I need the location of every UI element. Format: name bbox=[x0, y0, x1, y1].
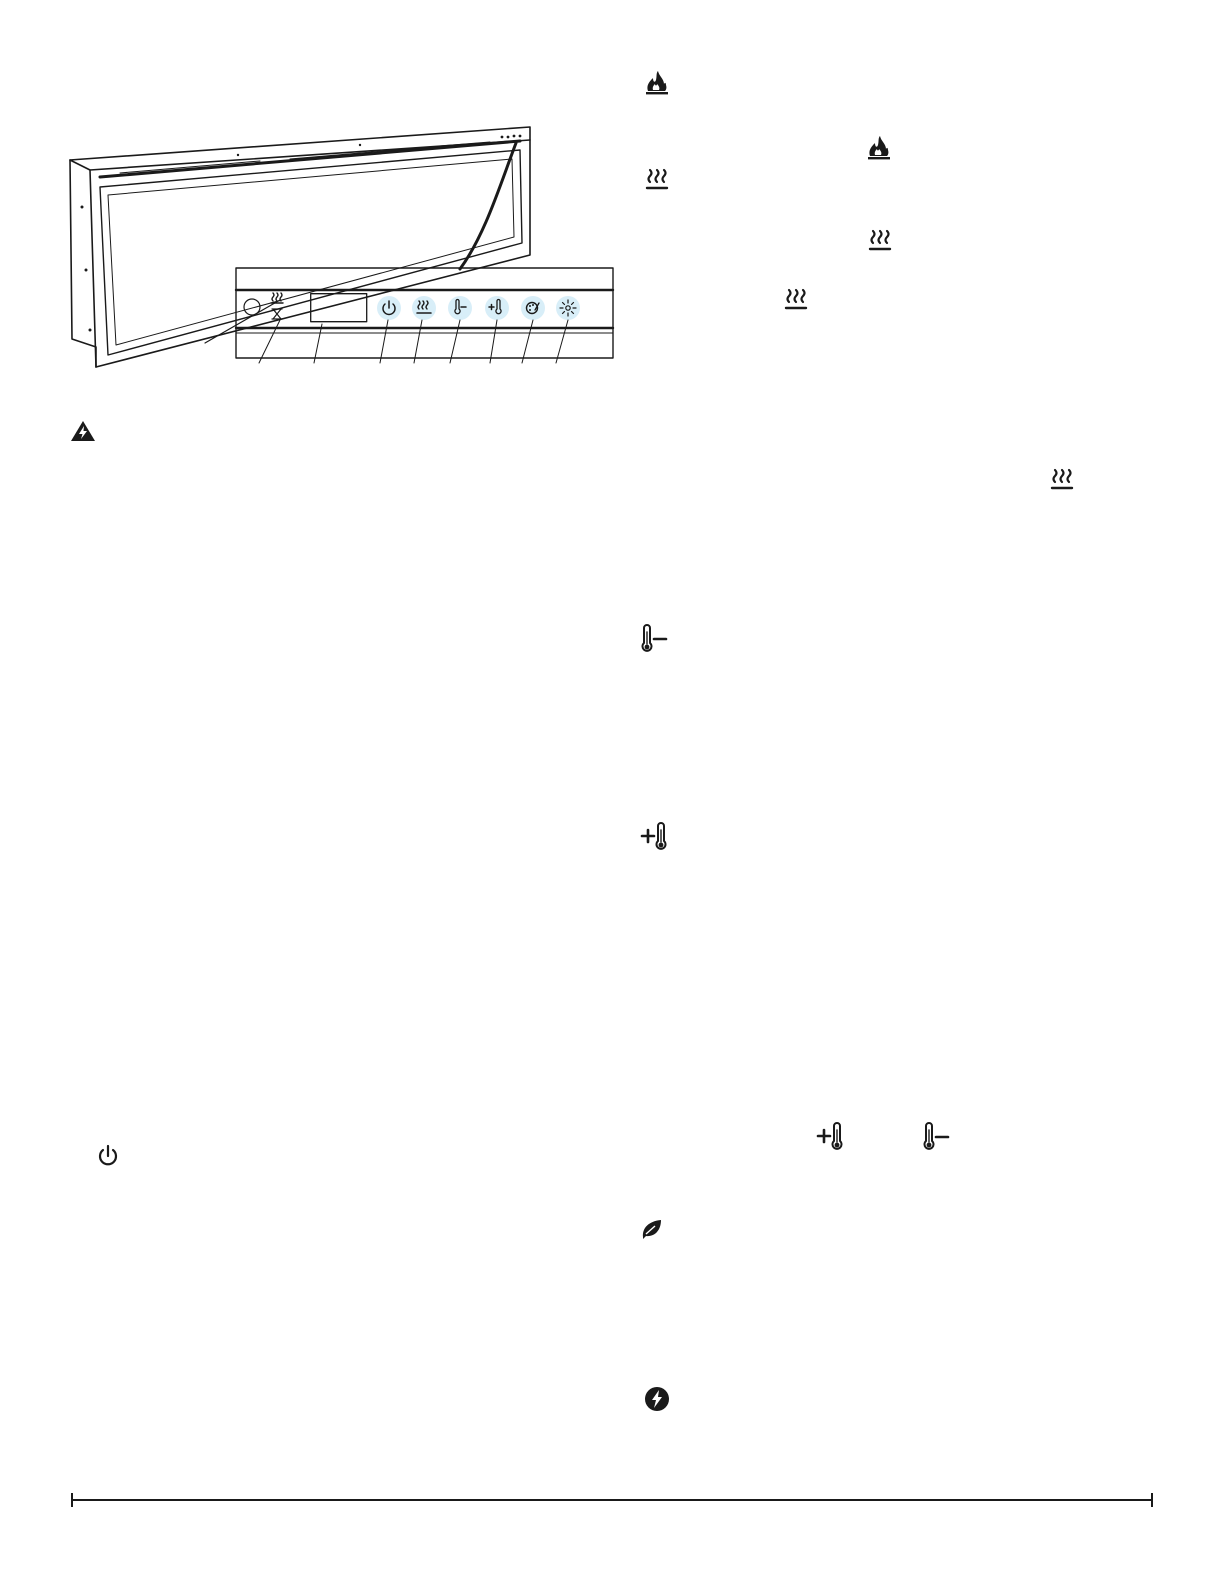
heat-icon-inline bbox=[784, 288, 808, 312]
flame-icon bbox=[644, 70, 670, 96]
heat-icon-inline bbox=[1050, 468, 1074, 492]
footer-rule-left-tick bbox=[71, 1493, 73, 1507]
heat-icon-inline bbox=[868, 229, 892, 253]
thermometer-minus-icon bbox=[638, 624, 670, 656]
panel-callout-lines bbox=[250, 300, 580, 370]
heat-icon bbox=[645, 168, 669, 192]
thermometer-plus-icon-inline bbox=[816, 1122, 848, 1154]
bolt-icon bbox=[644, 1386, 670, 1412]
leaf-icon bbox=[640, 1218, 664, 1240]
thermometer-minus-icon-inline bbox=[920, 1122, 952, 1154]
flame-icon-inline bbox=[866, 135, 892, 161]
electrical-warning-icon bbox=[70, 420, 96, 442]
thermometer-plus-icon bbox=[640, 822, 672, 854]
footer-rule-right-tick bbox=[1151, 1493, 1153, 1507]
power-icon bbox=[96, 1143, 120, 1169]
footer-rule bbox=[72, 1499, 1152, 1501]
